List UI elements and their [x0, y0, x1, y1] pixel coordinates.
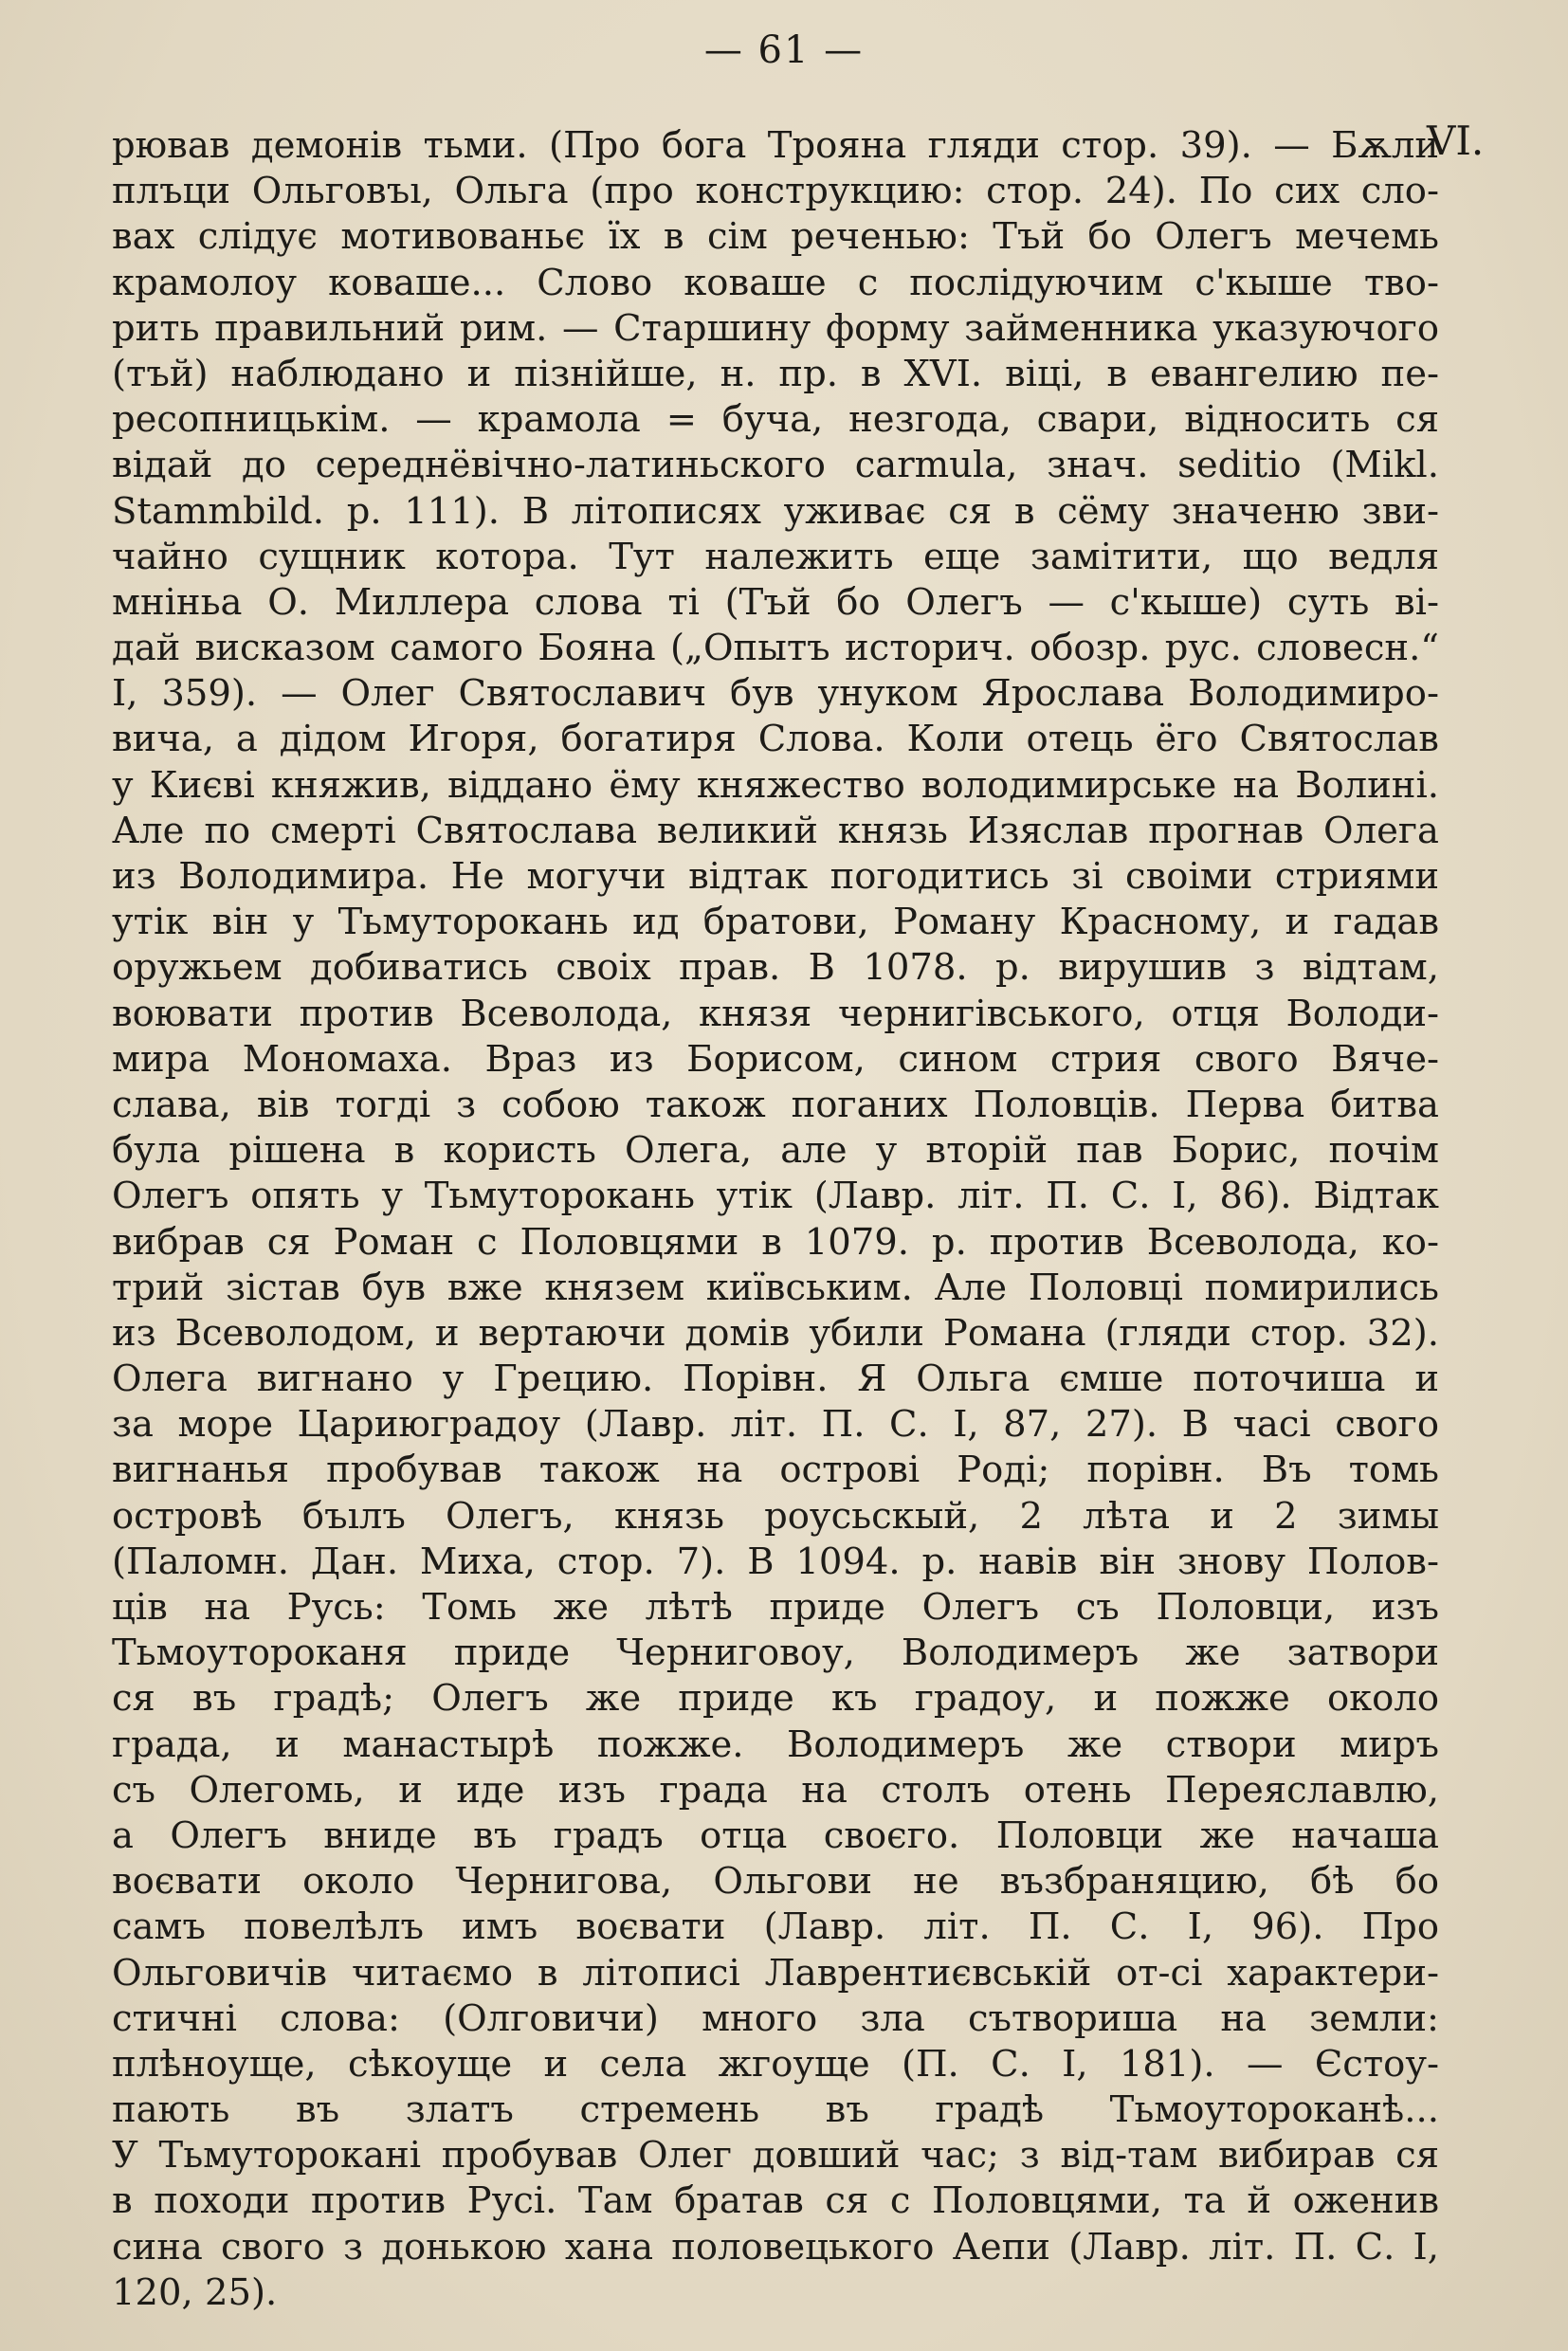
text-line: рить правильний рим. — Старшину форму займенника указуючого: [112, 306, 1439, 350]
text-line: трий зістав був вже князем київським. Але Половці помирились: [112, 1266, 1439, 1309]
text-line: из Володимира. Не могучи відтак погодитись зі своіми стриями: [112, 855, 1439, 898]
text-line: съ Олегомь, и иде изъ града на столъ отень Переяславлю,: [112, 1768, 1439, 1812]
text-line: Тьмоутороканя приде Черниговоу, Володимеръ же затвори: [112, 1631, 1439, 1675]
text-line: в походи против Русі. Там братав ся с Половцями, та й оженив: [112, 2179, 1439, 2223]
text-line: воєвати около Чернигова, Ольгови не възбраняцию, бѣ бо: [112, 1860, 1439, 1904]
text-line: а Олегъ вниде въ градъ отца своєго. Половци же начаша: [112, 1813, 1439, 1857]
text-line: из Всеволодом, и вертаючи домів убили Романа (гляди стор. 32).: [112, 1311, 1439, 1355]
text-line: ресопницькім. — крамола = буча, незгода, свари, відносить ся: [112, 398, 1439, 442]
text-line: дай висказом самого Бояна („Опытъ историч. обозр. рус. словесн.“: [112, 627, 1439, 670]
body-text: [112, 123, 1439, 2316]
margin-note: VI.: [1427, 118, 1485, 164]
text-line: оружьем добиватись своіх прав. В 1078. р. вирушив з відтам,: [112, 946, 1439, 990]
text-line: мніньа О. Миллера слова ті (Тъй бо Олегъ — с'кыше) суть ві-: [112, 580, 1439, 624]
text-line: плѣноуще, сѣкоуще и села жгоуще (П. С. I, 181). — Єстоу-: [112, 2042, 1439, 2086]
text-line: крамолоу коваше... Слово коваше с послідуючим с'кыше тво-: [112, 261, 1439, 304]
text-line: відай до середнёвічно-латиньского carmula, знач. seditio (Mikl.: [112, 444, 1439, 487]
page-number: — 61 —: [703, 28, 865, 72]
text-line: стичні слова: (Олговичи) много зла сътвориша на земли:: [112, 1996, 1439, 2040]
text-line: за море Цариюградоу (Лавр. літ. П. С. I, 87, 27). В часі свого: [112, 1403, 1439, 1447]
text-line: 120, 25).: [112, 2270, 278, 2314]
text-line: вича, а дідом Игоря, богатиря Слова. Коли отець ёго Святослав: [112, 718, 1439, 761]
text-line: мира Мономаха. Враз из Борисом, сином стрия свого Вяче-: [112, 1037, 1439, 1081]
text-line: Ольговичів читаємо в літописі Лаврентиєвській от-сі характери-: [112, 1951, 1439, 1995]
text-line: самъ повелѣлъ имъ воєвати (Лавр. літ. П. С. I, 96). Про: [112, 1905, 1439, 1949]
text-line: плъци Ольговъı, Ольга (про конструкцию: стор. 24). По сих сло-: [112, 170, 1439, 213]
text-line: сина свого з донькою хана половецького Аепи (Лавр. літ. П. С. I,: [112, 2225, 1439, 2269]
text-line: (тъй) наблюдано и пізнійше, н. пр. в XVI. віці, в евангелию пе-: [112, 352, 1439, 395]
text-line: Олегъ опять у Тьмуторокань утік (Лавр. літ. П. С. I, 86). Відтак: [112, 1175, 1439, 1218]
text-line: рював демонів тьми. (Про бога Трояна гляди стор. 39). — Бѫли: [112, 124, 1439, 167]
text-line: утік він у Тьмуторокань ид братови, Роману Красному, и гадав: [112, 901, 1439, 944]
text-line: у Києві княжив, віддано ёму княжество володимирське на Волині.: [112, 763, 1439, 807]
text-line: ців на Русь: Томь же лѣтѣ приде Олегъ съ Половци, изъ: [112, 1586, 1439, 1629]
text-line: града, и манастырѣ пожже. Володимеръ же створи миръ: [112, 1722, 1439, 1766]
text-line: вах слідує мотивованьє їх в сім реченью: Тъй бо Олегъ мечемь: [112, 215, 1439, 259]
text-line: (Паломн. Дан. Миха, стор. 7). В 1094. р. навів він знову Полов-: [112, 1540, 1439, 1583]
text-line: чайно сущник котора. Тут належить еще замітити, що ведля: [112, 535, 1439, 578]
text-line: островѣ бъıлъ Олегъ, князь роусьскый, 2 лѣта и 2 зимы: [112, 1494, 1439, 1538]
text-line: була рішена в користь Олега, але у вторій пав Борис, почім: [112, 1129, 1439, 1173]
text-line: пають въ златъ стремень въ градѣ Тьмоутороканѣ...: [112, 2088, 1439, 2132]
text-line: вигнанья пробував також на острові Роді; порівн. Въ томь: [112, 1449, 1439, 1492]
text-line: ся въ градѣ; Олегъ же приде къ градоу, и пожже около: [112, 1677, 1439, 1721]
text-line: I, 359). — Олег Святославич був унуком Ярослава Володимиро-: [112, 672, 1439, 716]
text-line: слава, вів тогді з собою також поганих Половців. Перва битва: [112, 1083, 1439, 1126]
text-line: Stammbild. p. 111). В літописях уживає ся в сёму значеню зви-: [112, 489, 1439, 533]
text-line: Олега вигнано у Грецию. Порівн. Я Ольга ємше поточиша и: [112, 1358, 1439, 1401]
text-line: вибрав ся Роман с Половцями в 1079. р. против Всеволода, ко-: [112, 1220, 1439, 1264]
text-line: Але по смерті Святослава великий князь Изяслав прогнав Олега: [112, 809, 1439, 852]
text-line: У Тьмуторокані пробував Олег довший час; з від-там вибирав ся: [112, 2134, 1439, 2178]
text-line: воювати против Всеволода, князя чернигівського, отця Володи-: [112, 992, 1439, 1035]
